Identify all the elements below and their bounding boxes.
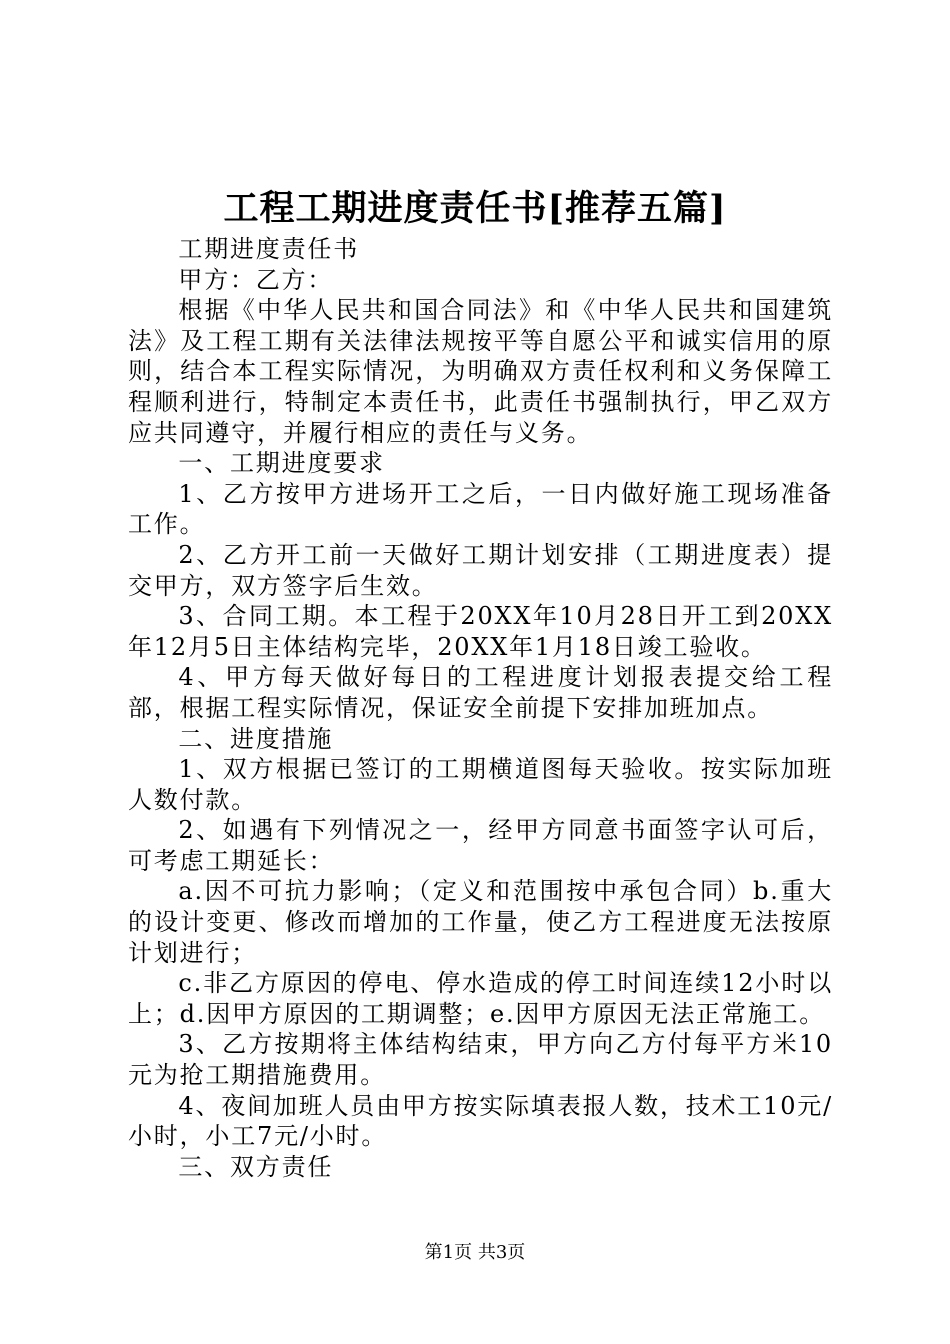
paragraph-item: 3、合同工期。本工程于20XX年10月28日开工到20XX年12月5日主体结构完毕，20XX年1月18日竣工验收。 [128, 602, 833, 661]
paragraph-item: 2、乙方开工前一天做好工期计划安排（工期进度表）提交甲方，双方签字后生效。 [128, 540, 833, 600]
section-heading-2: 二、进度措施 [178, 724, 334, 753]
paragraph-parties: 甲方：乙方： [178, 265, 334, 294]
paragraph-item: 4、甲方每天做好每日的工程进度计划报表提交给工程部，根据工程实际情况，保证安全前提下安排加班加点。 [128, 663, 833, 722]
paragraph-item: 4、夜间加班人员由甲方按实际填表报人数，技术工10元/小时，小工7元/小时。 [128, 1091, 833, 1151]
paragraph-item: 1、双方根据已签订的工期横道图每天验收。按实际加班人数付款。 [128, 755, 833, 814]
section-heading-1: 一、工期进度要求 [178, 449, 385, 478]
page-number: 第1页 共3页 [424, 1242, 526, 1263]
paragraph-item: 1、乙方按甲方进场开工之后，一日内做好施工现场准备工作。 [128, 479, 833, 539]
document-body [128, 234, 833, 1182]
paragraph-item: 3、乙方按期将主体结构结束，甲方向乙方付每平方米10元为抢工期措施费用。 [128, 1030, 833, 1090]
paragraph-heading: 工期进度责任书 [178, 235, 359, 263]
paragraph-item: 2、如遇有下列情况之一，经甲方同意书面签字认可后，可考虑工期延长： [128, 816, 833, 875]
paragraph-preamble: 根据《中华人民共和国合同法》和《中华人民共和国建筑法》及工程工期有关法律法规按平等自愿公平和诚实信用的原则，结合本工程实际情况，为明确双方责任权利和义务保障工程顺利进行，特制定本责任书，此责任书强制执行，甲乙双方应共同遵守，并履行相应的责任与义务。 [128, 296, 833, 447]
section-heading-3: 三、双方责任 [178, 1152, 334, 1181]
paragraph-item: a.因不可抗力影响；（定义和范围按中承包合同）b.重大的设计变更、修改而增加的工作量，使乙方工程进度无法按原计划进行； [128, 877, 833, 967]
document-title: 工程工期进度责任书[推荐五篇] [223, 188, 727, 229]
paragraph-item: c.非乙方原因的停电、停水造成的停工时间连续12小时以上；d.因甲方原因的工期调整；e.因甲方原因无法正常施工。 [128, 969, 833, 1028]
